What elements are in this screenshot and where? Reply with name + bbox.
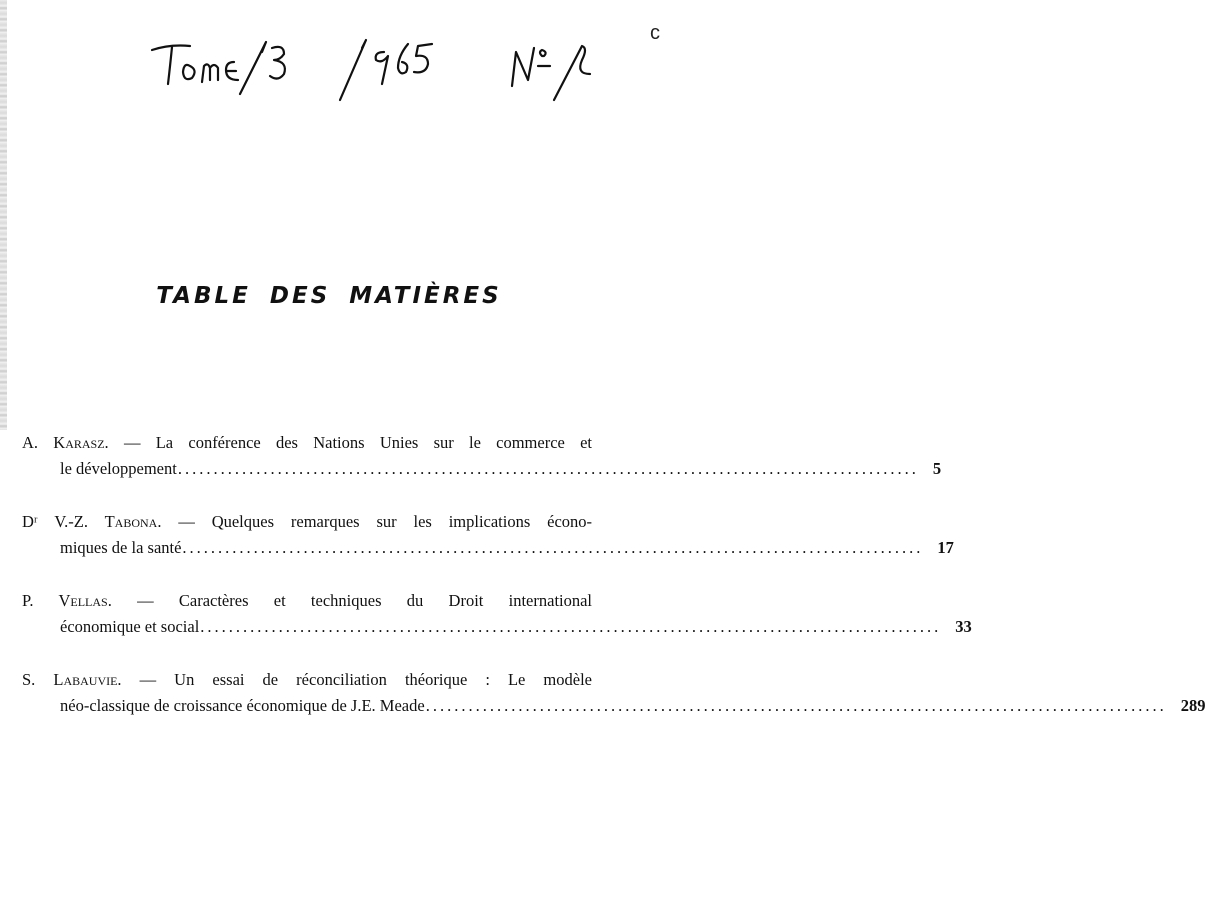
toc-page-number: 5	[932, 459, 942, 478]
toc-title-start: — Caractères et techniques du Droit international	[137, 591, 593, 610]
toc-entry-line	[22, 456, 942, 482]
toc-title-start: — La conférence des Nations Unies sur le commerce et	[123, 433, 593, 452]
handwritten-note	[150, 22, 620, 102]
toc-author: P. Vellas.	[22, 591, 112, 610]
toc-entry	[22, 588, 972, 640]
toc-title-end: miques de la santé	[60, 538, 182, 557]
toc-author: A. Karasz.	[22, 433, 109, 452]
page-title: TABLE DES MATIÈRES	[156, 283, 502, 309]
toc-title-start: — Quelques remarques sur les implications écono-	[178, 512, 593, 531]
toc-author: S. Labauvie.	[22, 670, 122, 689]
toc-entry	[22, 509, 954, 561]
toc-entry-line	[22, 614, 972, 640]
toc-entry-line	[22, 667, 592, 693]
toc-author: V.-Z. Tabona.	[54, 512, 162, 531]
toc-entry	[22, 430, 942, 482]
dot-leader: ........................................................................................................	[182, 538, 924, 557]
toc-title-start: — Un essai de réconciliation théorique : Le modèle	[139, 670, 592, 689]
toc-page-number: 289	[1180, 696, 1205, 715]
author-prefix: Dʳ	[22, 512, 38, 531]
toc-page-number: 33	[955, 617, 972, 636]
toc-entry-line	[22, 430, 592, 456]
toc-title-end: néo-classique de croissance économique de J.E. Meade	[60, 696, 425, 715]
toc-entry-line	[22, 693, 1205, 719]
dot-leader: ........................................................................................................	[200, 617, 942, 636]
corner-mark: c	[650, 22, 660, 44]
toc-entry-line	[22, 588, 592, 614]
toc-page-number: 17	[937, 538, 954, 557]
toc-title-end: économique et social	[60, 617, 200, 636]
toc-entry	[22, 667, 1205, 719]
dot-leader: ........................................................................................................	[177, 459, 919, 478]
toc-title-end: le développement	[60, 459, 177, 478]
toc-entry-line	[22, 509, 592, 535]
scan-edge-shadow	[0, 0, 7, 430]
toc-entry-line	[22, 535, 954, 561]
dot-leader: ........................................................................................................	[425, 696, 1167, 715]
table-of-contents	[22, 430, 1205, 746]
